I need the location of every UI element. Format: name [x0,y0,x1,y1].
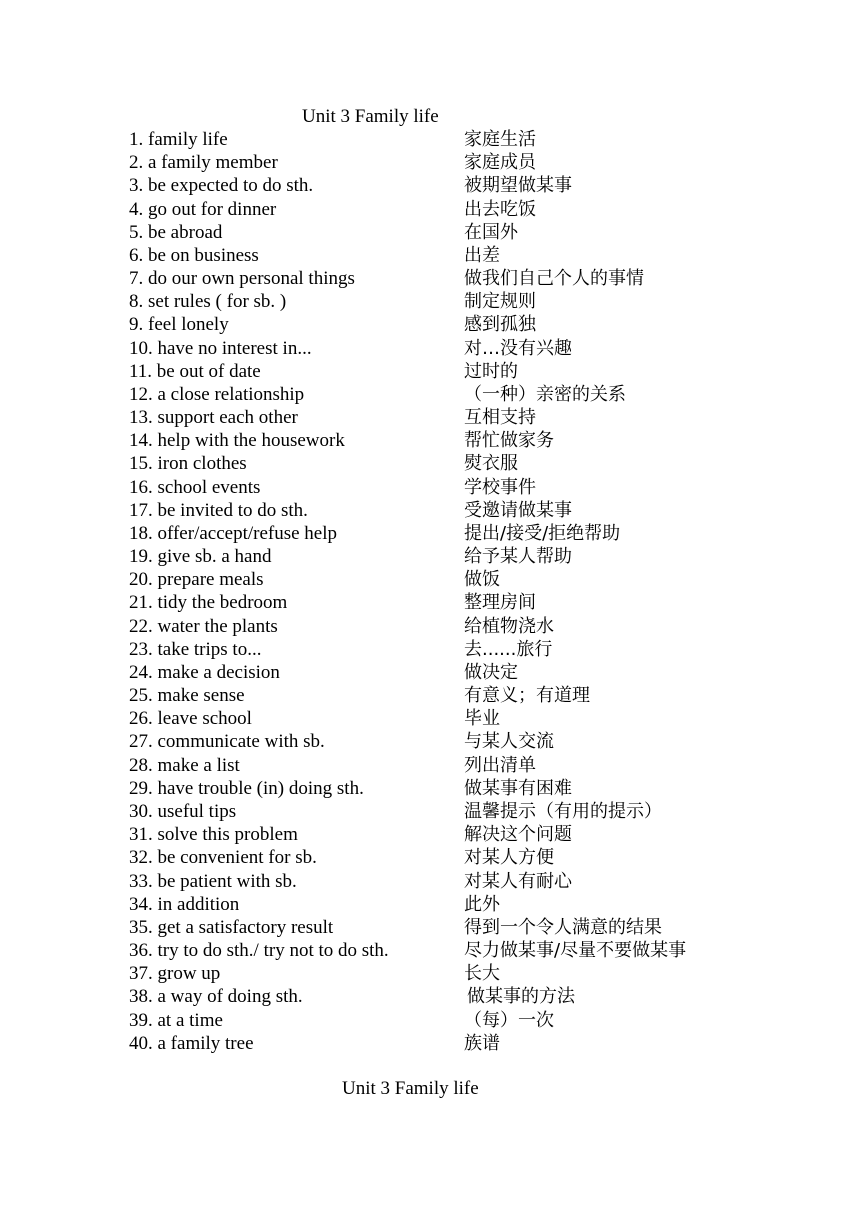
chinese-translation: 温馨提示（有用的提示） [464,800,662,822]
chinese-translation: 出去吃饭 [464,198,536,220]
chinese-translation: 对某人有耐心 [464,870,572,892]
list-item [129,313,749,336]
english-phrase: 23. take trips to... [129,638,262,660]
english-phrase: 15. iron clothes [129,453,247,475]
chinese-translation: 做饭 [464,569,500,591]
english-phrase: 5. be abroad [129,221,223,243]
chinese-translation: 出差 [464,244,500,266]
english-phrase: 33. be patient with sb. [129,870,297,892]
list-item [129,267,749,290]
chinese-translation: 在国外 [464,221,518,243]
list-item [129,939,749,962]
english-phrase: 12. a close relationship [129,383,305,405]
chinese-translation: 做决定 [464,661,518,683]
list-item [129,638,749,661]
english-phrase: 3. be expected to do sth. [129,175,314,197]
section-title: Unit 3 Family life [342,1078,479,1099]
chinese-translation: 做我们自己个人的事情 [464,268,644,290]
english-phrase: 32. be convenient for sb. [129,847,317,869]
list-item [129,962,749,985]
chinese-translation: 此外 [464,893,500,915]
chinese-translation: 被期望做某事 [464,175,572,197]
english-phrase: 17. be invited to do sth. [129,499,308,521]
english-phrase: 40. a family tree [129,1032,254,1054]
list-item [129,383,749,406]
chinese-translation: 列出清单 [464,754,536,776]
list-item [129,151,749,174]
english-phrase: 35. get a satisfactory result [129,916,334,938]
list-item [129,476,749,499]
list-item [129,568,749,591]
list-item [129,198,749,221]
list-item [129,730,749,753]
english-phrase: 2. a family member [129,152,278,174]
vocabulary-list [129,128,749,1055]
english-phrase: 16. school events [129,476,261,498]
english-phrase: 6. be on business [129,244,259,266]
english-phrase: 8. set rules ( for sb. ) [129,291,287,313]
list-item [129,290,749,313]
list-item [129,1009,749,1032]
chinese-translation: 帮忙做家务 [464,430,554,452]
english-phrase: 19. give sb. a hand [129,546,272,568]
chinese-translation: 毕业 [464,708,500,730]
chinese-translation: 给予某人帮助 [464,546,572,568]
english-phrase: 31. solve this problem [129,824,298,846]
list-item [129,615,749,638]
chinese-translation: 对…没有兴趣 [464,337,572,359]
list-item [129,499,749,522]
list-item [129,221,749,244]
english-phrase: 28. make a list [129,754,240,776]
english-phrase: 14. help with the housework [129,430,345,452]
list-item [129,754,749,777]
chinese-translation: 过时的 [464,360,518,382]
english-phrase: 18. offer/accept/refuse help [129,522,338,544]
list-item [129,916,749,939]
english-phrase: 1. family life [129,129,228,150]
list-item [129,545,749,568]
chinese-translation: 得到一个令人满意的结果 [464,916,662,938]
list-item [129,1032,749,1055]
list-item [129,870,749,893]
chinese-translation: 解决这个问题 [464,824,572,846]
list-item [129,244,749,267]
chinese-translation: 整理房间 [464,592,536,614]
list-item [129,406,749,429]
list-item [129,429,749,452]
english-phrase: 4. go out for dinner [129,198,277,220]
english-phrase: 36. try to do sth./ try not to do sth. [129,940,389,962]
list-item [129,360,749,383]
list-item [129,174,749,197]
chinese-translation: 家庭生活 [464,129,536,150]
chinese-translation: 制定规则 [464,291,536,313]
chinese-translation: （每）一次 [464,1009,554,1031]
english-phrase: 27. communicate with sb. [129,731,325,753]
chinese-translation: 与某人交流 [464,731,554,753]
list-item [129,591,749,614]
list-item [129,452,749,475]
english-phrase: 13. support each other [129,407,298,429]
list-item [129,823,749,846]
chinese-translation: 对某人方便 [464,847,554,869]
chinese-translation: （一种）亲密的关系 [464,383,626,405]
list-item [129,522,749,545]
page-title: Unit 3 Family life [302,106,439,127]
english-phrase: 38. a way of doing sth. [129,986,303,1008]
chinese-translation: 受邀请做某事 [464,499,572,521]
chinese-translation: 给植物浇水 [464,615,554,637]
list-item [129,800,749,823]
chinese-translation: 提出/接受/拒绝帮助 [464,522,621,544]
english-phrase: 25. make sense [129,685,245,707]
english-phrase: 7. do our own personal things [129,268,355,290]
english-phrase: 11. be out of date [129,360,261,382]
english-phrase: 29. have trouble (in) doing sth. [129,777,364,799]
list-item [129,707,749,730]
english-phrase: 26. leave school [129,708,252,730]
chinese-translation: 做某事有困难 [464,777,572,799]
chinese-translation: 感到孤独 [464,314,536,336]
chinese-translation: 互相支持 [464,407,536,429]
english-phrase: 9. feel lonely [129,314,229,336]
list-item [129,846,749,869]
english-phrase: 24. make a decision [129,661,280,683]
chinese-translation: 长大 [464,963,500,985]
english-phrase: 37. grow up [129,963,221,985]
chinese-translation: 家庭成员 [464,152,536,174]
chinese-translation: 去......旅行 [464,638,553,660]
english-phrase: 20. prepare meals [129,569,264,591]
chinese-translation: 熨衣服 [464,453,518,475]
chinese-translation: 有意义；有道理 [464,685,590,707]
chinese-translation: 学校事件 [464,476,536,498]
english-phrase: 22. water the plants [129,615,278,637]
list-item [129,985,749,1008]
list-item [129,777,749,800]
chinese-translation: 做某事的方法 [467,986,575,1008]
list-item [129,893,749,916]
english-phrase: 10. have no interest in... [129,337,312,359]
english-phrase: 21. tidy the bedroom [129,592,288,614]
list-item [129,661,749,684]
list-item [129,128,749,151]
chinese-translation: 尽力做某事/尽量不要做某事 [464,940,687,962]
english-phrase: 34. in addition [129,893,240,915]
english-phrase: 30. useful tips [129,800,237,822]
list-item [129,337,749,360]
list-item [129,684,749,707]
english-phrase: 39. at a time [129,1009,223,1031]
chinese-translation: 族谱 [464,1032,500,1054]
